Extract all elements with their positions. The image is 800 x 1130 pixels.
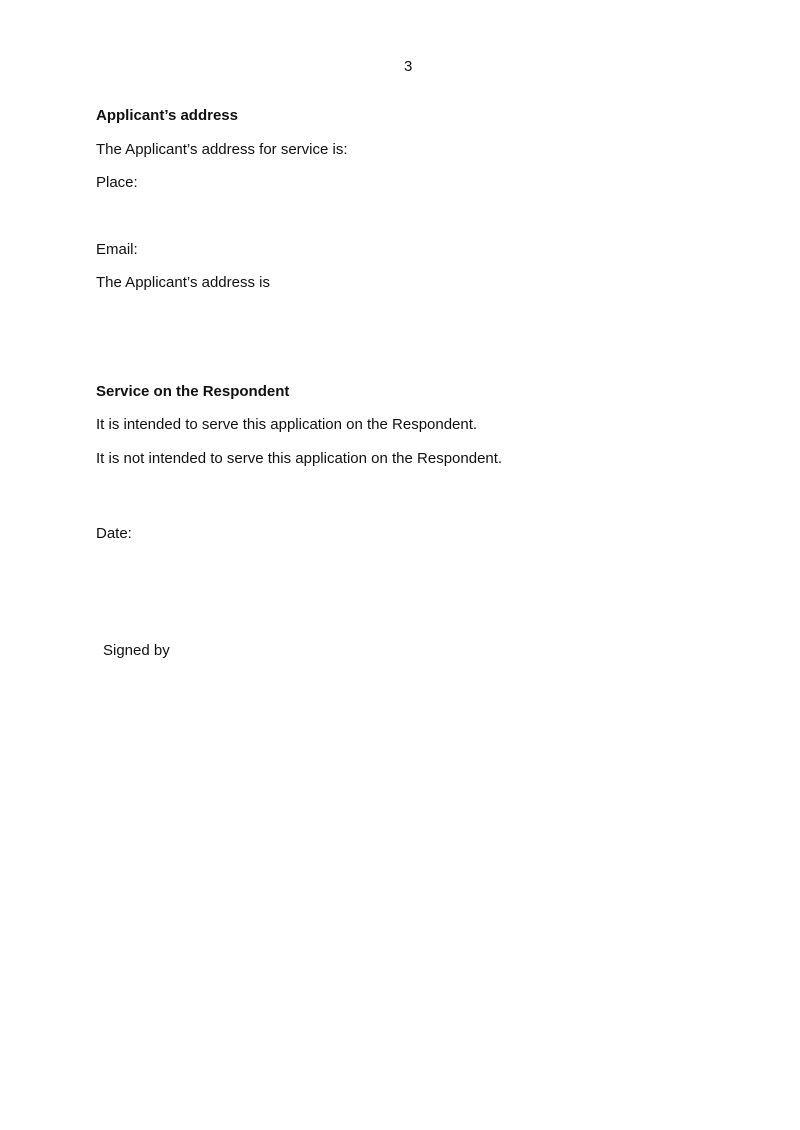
address-for-service-text: The Applicant’s address for service is:: [96, 141, 348, 158]
email-label: Email:: [96, 241, 138, 258]
page-number: 3: [404, 58, 413, 75]
service-heading: Service on the Respondent: [96, 383, 290, 400]
service-not-intended-text: It is not intended to serve this application on the Respondent.: [96, 450, 503, 467]
signed-by-label: Signed by: [103, 642, 170, 659]
place-label: Place:: [96, 174, 138, 191]
service-intended-text: It is intended to serve this application on the Respondent.: [96, 416, 478, 433]
date-label: Date:: [96, 525, 132, 542]
applicant-address-heading: Applicant’s address: [96, 107, 238, 124]
applicant-address-text: The Applicant’s address is: [96, 274, 270, 291]
